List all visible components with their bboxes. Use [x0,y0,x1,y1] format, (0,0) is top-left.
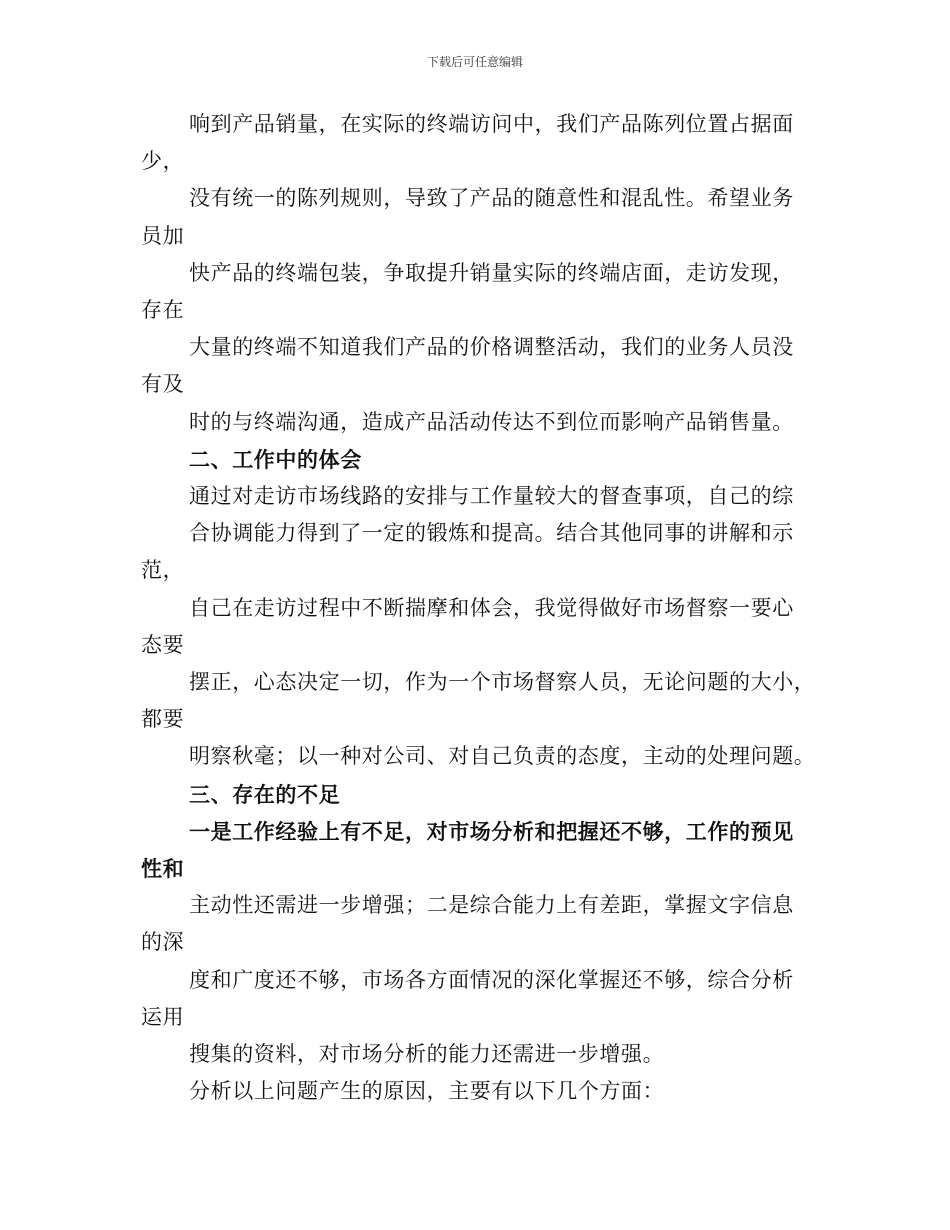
bold-paragraph-line-continuation: 性和 [141,856,185,882]
bold-paragraph-line: 一是工作经验上有不足，对市场分析和把握还不够，工作的预见 [189,818,794,844]
paragraph-line: 快产品的终端包装，争取提升销量实际的终端店面，走访发现， [189,260,794,285]
paragraph-line: 主动性还需进一步增强；二是综合能力上有差距，掌握文字信息 [189,893,794,918]
paragraph-line: 搜集的资料，对市场分析的能力还需进一步增强。 [189,1042,665,1067]
section-heading: 二、工作中的体会 [189,446,362,472]
page-header: 下载后可任意编辑 [426,55,523,69]
paragraph-line: 响到产品销量，在实际的终端访问中，我们产品陈列位置占据面 [189,112,794,136]
paragraph-line: 摆正，心态决定一切，作为一个市场督察人员，无论问题的大小， [189,670,816,695]
paragraph-line: 度和广度还不够，市场各方面情况的深化掌握还不够，综合分析 [189,967,794,992]
paragraph-line-continuation: 存在 [141,298,185,323]
paragraph-line-continuation: 少， [141,149,185,174]
paragraph-line: 明察秋毫；以一种对公司、对自己负责的态度，主动的处理问题。 [189,744,816,769]
section-heading: 三、存在的不足 [189,781,341,807]
paragraph-line-continuation: 有及 [141,372,185,397]
paragraph-line: 分析以上问题产生的原因，主要有以下几个方面： [189,1079,665,1104]
paragraph-line-continuation: 员加 [141,223,185,248]
paragraph-line-continuation: 运用 [141,1004,185,1029]
paragraph-line-continuation: 态要 [141,632,185,657]
paragraph-line: 通过对走访市场线路的安排与工作量较大的督查事项，自己的综 [189,484,794,509]
paragraph-line: 合协调能力得到了一定的锻炼和提高。结合其他同事的讲解和示 [189,521,794,546]
paragraph-line-continuation: 范， [141,558,185,583]
paragraph-line-continuation: 都要 [141,707,185,732]
paragraph-line-continuation: 的深 [141,930,185,955]
paragraph-line: 自己在走访过程中不断揣摩和体会，我觉得做好市场督察一要心 [189,595,794,620]
document-body [141,106,831,1110]
paragraph-line: 没有统一的陈列规则，导致了产品的随意性和混乱性。希望业务 [189,186,794,211]
paragraph-line: 时的与终端沟通，造成产品活动传达不到位而影响产品销售量。 [189,409,794,434]
paragraph-line: 大量的终端不知道我们产品的价格调整活动，我们的业务人员没 [189,335,794,360]
